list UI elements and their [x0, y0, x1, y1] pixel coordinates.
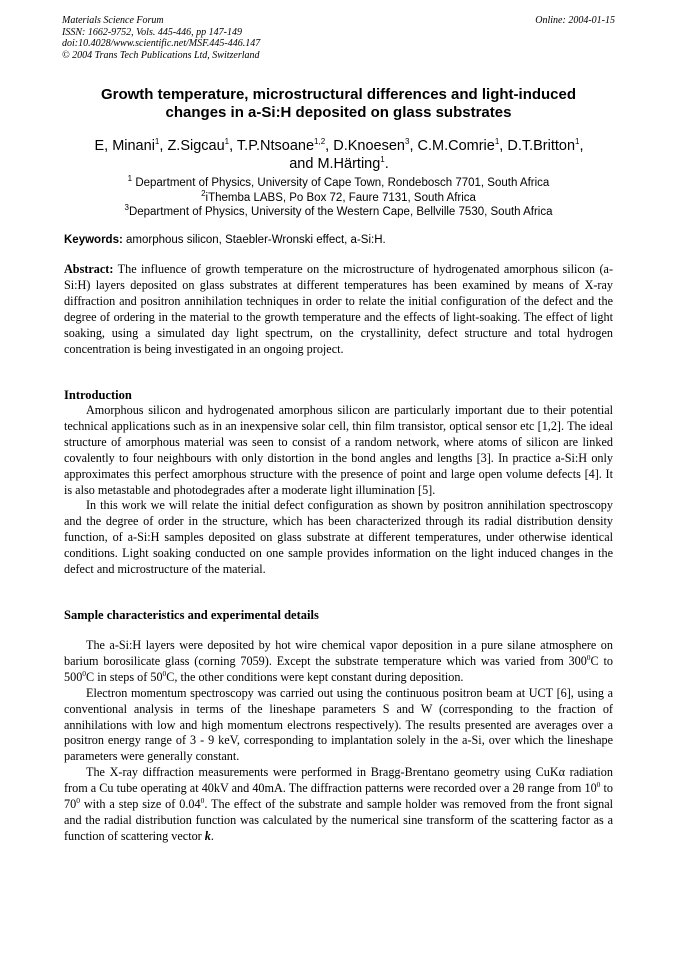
- paragraph: Electron momentum spectroscopy was carried out using the continuous positron beam at UCT [6], using a conventional analysis in terms of the lineshape parameters S and W (corresponding to the fraction of annihilations with low and high momentum electrons respectively). The results presented are averages over a positron energy range of 3 - 9 keV, corresponding to implantation solely in the a-Si, over which the lineshape parameters were generally constant.: [64, 685, 613, 764]
- paragraph: The X-ray diffraction measurements were performed in Bragg-Brentano geometry using CuKα radiation from a Cu tube operating at 40kV and 40mA. The diffraction patterns were recorded over a 2θ range from $10^0$ to $70^0$ with a step size of 0.04$^0$. The effect of the substrate and sample holder was removed from the front signal and the radial distribution function was calculated by the numerical sine transform of the scattering factor as a function of scattering vector k.: [64, 765, 613, 843]
- introduction-heading: Introduction: [64, 388, 132, 402]
- issn-line: ISSN: 1662-9752, Vols. 445-446, pp 147-149: [62, 26, 242, 38]
- title-line-1: Growth temperature, microstructural differences and light-induced: [100, 86, 577, 103]
- abstract-label: Abstract:: [64, 262, 114, 276]
- author: C.M.Comrie$^1$,: [417, 137, 508, 154]
- online-date: Online: 2004-01-15: [535, 15, 615, 26]
- affiliations: [62, 176, 615, 220]
- author: E, Minani$^1$,: [94, 137, 168, 154]
- paper-title: [62, 86, 615, 122]
- introduction-body: [64, 403, 613, 578]
- author: and M.Härting$^1$.: [289, 155, 389, 172]
- doi-line: doi:10.4028/www.scientific.net/MSF.445-446.147: [62, 38, 261, 49]
- author-list: [50, 137, 628, 173]
- keywords-label: Keywords:: [64, 234, 123, 246]
- keywords: [64, 234, 386, 246]
- journal-name: Materials Science Forum: [62, 15, 164, 26]
- paragraph: The a-Si:H layers were deposited by hot wire chemical vapor deposition in a pure silane atmosphere on barium borosilicate glass (corning 7059). Except the substrate temperature which was varied from $300^0C$ to $500^0C$ in steps of $50^0C$, the other conditions were kept constant during deposition.: [64, 638, 613, 684]
- keywords-text: amorphous silicon, Staebler-Wronski effect, a-Si:H.: [122, 234, 386, 246]
- affiliation: $^3$Department of Physics, University of the Western Cape, Bellville 7530, South Africa: [124, 203, 553, 218]
- paragraph: In this work we will relate the initial defect configuration as shown by positron annihilation spectroscopy and the degree of order in the structure, which has been characterized through its radial distribution density function, of a-Si:H samples deposited on glass substrate at different temperatures, under otherwise identical conditions. Light soaking conducted on one sample provides information on the light induced changes in the defect and microstructure of the material.: [64, 498, 613, 577]
- affiliation: $^2$iThemba LABS, Po Box 72, Faure 7131, South Africa: [201, 188, 476, 204]
- abstract: [64, 262, 613, 357]
- title-line-2: changes in a-Si:H deposited on glass substrates: [165, 104, 512, 121]
- author: Z.Sigcau$^1$,: [167, 137, 237, 154]
- author: D.T.Britton$^1$,: [507, 137, 584, 154]
- sample-body: [64, 638, 613, 845]
- sample-heading: Sample characteristics and experimental details: [64, 608, 319, 622]
- journal-header: [62, 15, 260, 61]
- author: T.P.Ntsoane$^{1,2}$,: [236, 137, 334, 154]
- abstract-text: The influence of growth temperature on the microstructure of hydrogenated amorphous silicon (a-Si:H) layers deposited on glass substrates at different temperatures has been examined by means of X-ray diffraction and positron annihilation techniques in order to relate the initial configuration of the defect and the degree of ordering in the material to the growth temperature and the effects of light-soaking. The effect of light soaking, using a simulated day light spectrum, on the crystallinity, defect structure and total hydrogen concentration is being investigated in an ongoing project.: [64, 262, 613, 356]
- affiliation: $^1$ Department of Physics, University of Cape Town, Rondebosch 7701, South Africa: [127, 174, 550, 189]
- paragraph: Amorphous silicon and hydrogenated amorphous silicon are particularly important due to their potential technical applications such as in an inexpensive solar cell, thin film transistor, optical sensor etc [1,2]. The ideal structure of amorphous material was seen to consist of a random network, where atoms of silicon are linked covalently to four neighbours with only distortion in the bond angles and lengths [3]. In practice a-Si:H only approximates this perfect amorphous structure with the presence of point and large open volume defects [4]. It is also metastable and photodegrades after a moderate light illumination [5].: [64, 403, 613, 497]
- copyright-line: © 2004 Trans Tech Publications Ltd, Switzerland: [62, 49, 260, 61]
- author: D.Knoesen$^3$,: [333, 137, 418, 154]
